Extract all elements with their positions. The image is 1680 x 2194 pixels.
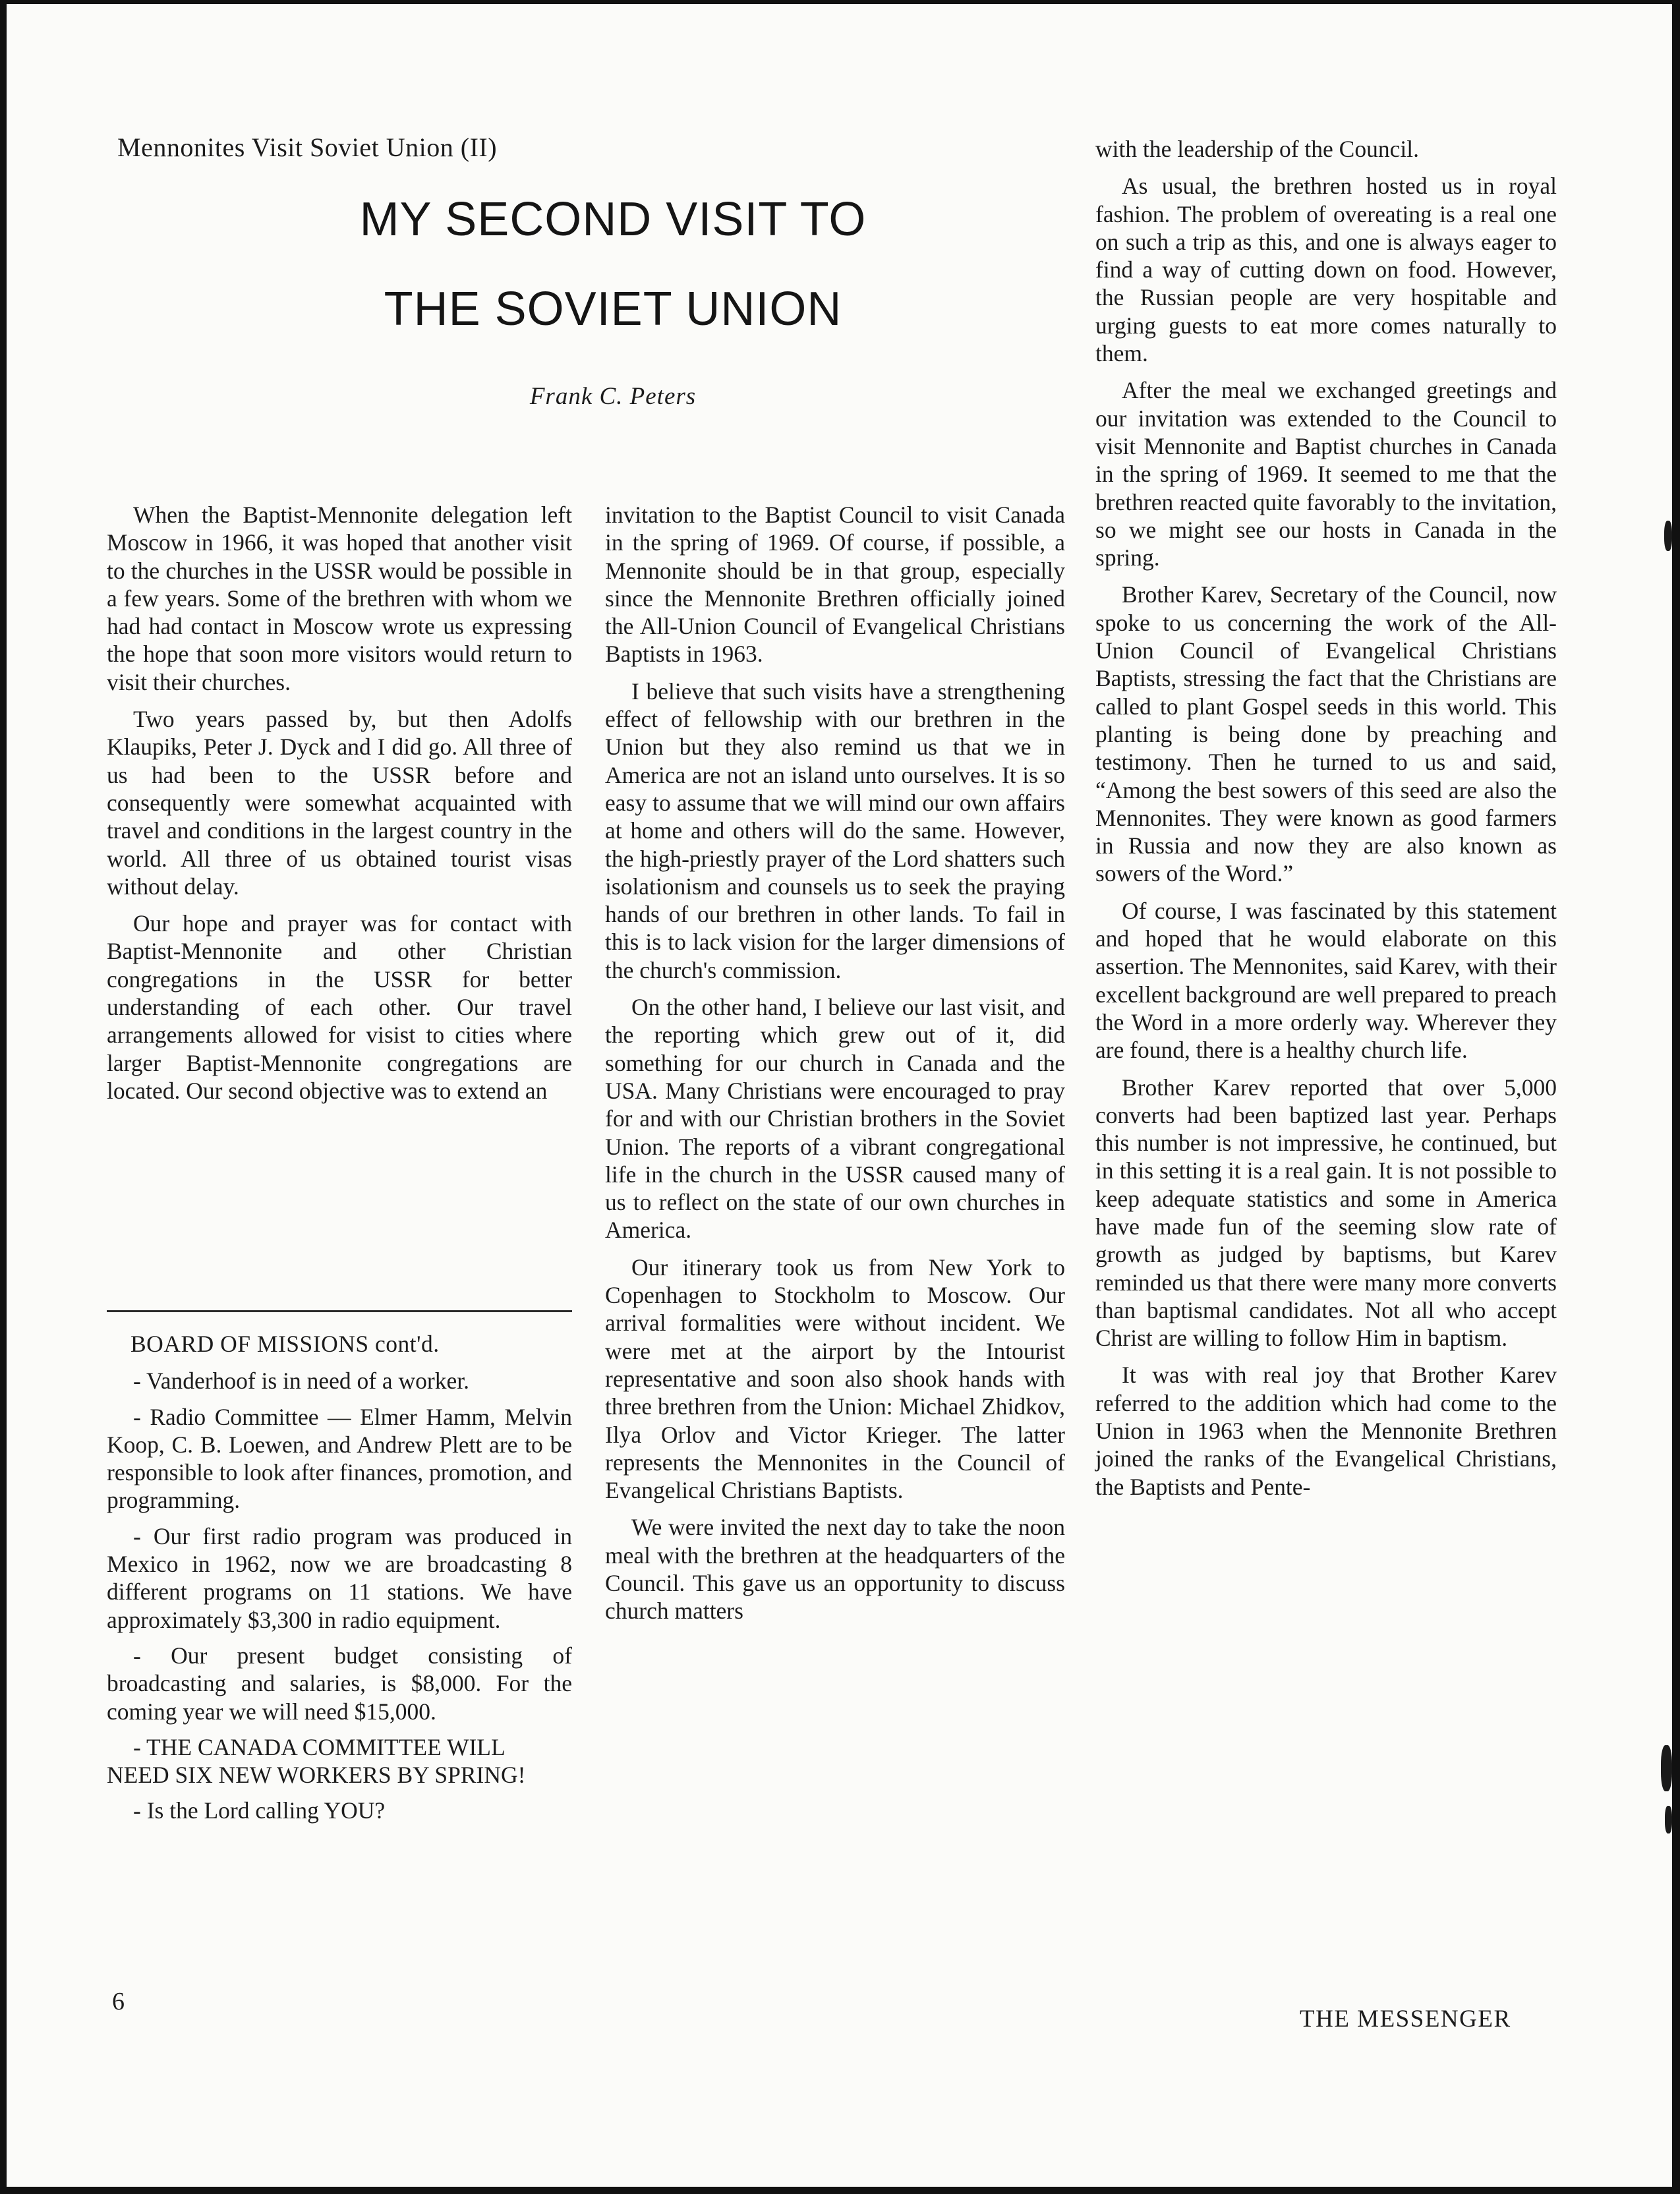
author-byline: Frank C. Peters — [529, 383, 697, 410]
paragraph: When the Baptist-Mennonite delegation left Moscow in 1966, it was hoped that another visit to the churches in the USSR would be possible in a few years. Some of the brethren with whom we had had contact in Moscow wrote us expressing the hope that soon more visitors would return to visit their churches. — [107, 502, 572, 695]
paragraph: On the other hand, I believe our last visit, and the reporting which grew out of it, did something for our church in Canada and the USA. Many Christians were encouraged to pray for and with our Christian brothers in the Soviet Union. The reports of a vibrant congregational life in the church in the USSR caused many of us to reflect on the state of our own churches in America. — [605, 994, 1065, 1244]
board-item: - Vanderhoof is in need of a worker. — [133, 1368, 470, 1395]
article-column-2 — [605, 501, 1065, 1634]
article-column-1 — [107, 501, 572, 1114]
paragraph: with the leadership of the Council. — [1095, 136, 1419, 162]
scan-border-right — [1672, 0, 1680, 2194]
board-item: - Our present budget consisting of broadcasting and salaries, is $8,000. For the coming year we will need $15,000. — [107, 1642, 572, 1725]
article-title-line-2: THE SOVIET UNION — [384, 283, 842, 335]
board-item: - Is the Lord calling YOU? — [133, 1797, 386, 1824]
scan-border-bottom — [0, 2187, 1680, 2194]
paragraph: Brother Karev, Secretary of the Council, now spoke to us concerning the work of the All-Union Council of Evangelical Christians Baptists, stressing the fact that the Christians are called to plant Gospel seeds in this world. This planting is being done by preaching and testimony. Then he turned to us and said, “Among the best sowers of this seed are also the Mennonites. They were known as good farmers in Russia and now they are also known as sowers of the Word.” — [1095, 581, 1557, 887]
board-item: - Our first radio program was produced in Mexico in 1962, now we are broadcasting 8 different programs on 11 stations. We have approximately $3,300 in radio equipment. — [107, 1522, 572, 1633]
paragraph: It was with real joy that Brother Karev referred to the addition which had come to the Union in 1963 when the Mennonite Brethren joined the ranks of the Evangelical Christians, the Baptists and Pente- — [1095, 1362, 1557, 1500]
paragraph: Two years passed by, but then Adolfs Klaupiks, Peter J. Dyck and I did go. All three of us had been to the USSR before and consequently were somewhat acquainted with travel and conditions in the largest country in the world. All three of us obtained tourist visas without delay. — [107, 706, 572, 900]
page-number: 6 — [112, 1988, 125, 2015]
board-heading: BOARD OF MISSIONS cont'd. — [130, 1331, 440, 1357]
paragraph: Of course, I was fascinated by this statement and hoped that he would elaborate on this assertion. The Mennonites, said Karev, with their excellent background are well prepared to preach the Word in a more orderly way. Wherever they are found, there is a healthy church life. — [1095, 897, 1557, 1064]
paragraph: invitation to the Baptist Council to visit Canada in the spring of 1969. Of course, if possible, a Mennonite should be in that group, especially since the Mennonite Brethren officially joined the All-Union Council of Evangelical Christians Baptists in 1963. — [605, 502, 1065, 668]
section-divider — [107, 1310, 572, 1312]
article-column-3 — [1095, 135, 1557, 1510]
paragraph: Brother Karev reported that over 5,000 converts had been baptized last year. Perhaps this number is not impressive, he continued, but in this setting it is a real gain. It is not possible to keep adequate statistics and some in America have made fun of the seeming slow rate of growth as judged by baptisms, but Karev reminded us that there were many more converts than baptismal candidates. Not all who accept Christ are willing to follow Him in baptism. — [1095, 1074, 1557, 1352]
paragraph: I believe that such visits have a strengthening effect of fellowship with our brethren in the Union but they also remind us that we in America are not an island unto ourselves. It is so easy to assume that we will mind our own affairs at home and others will do the same. However, the high-priestly prayer of the Lord shatters such isolationism and counsels us to seek the praying hands of our brethren in other lands. To fail in this is to lack vision for the larger dimensions of the church's commission. — [605, 678, 1065, 983]
scan-artifact — [1664, 521, 1672, 551]
paragraph: We were invited the next day to take the noon meal with the brethren at the headquarters of the Council. This gave us an opportunity to discuss church matters — [605, 1514, 1065, 1625]
board-item: - THE CANADA COMMITTEE WILL NEED SIX NEW WORKERS BY SPRING! — [107, 1733, 526, 1789]
article-title-line-1: MY SECOND VISIT TO — [359, 193, 867, 246]
board-item: - Radio Committee — Elmer Hamm, Melvin Koop, C. B. Loewen, and Andrew Plett are to be responsible to look after finances, promotion, and programming. — [107, 1403, 572, 1514]
publication-name: THE MESSENGER — [1300, 2006, 1511, 2033]
scan-border-left — [0, 0, 7, 2194]
paragraph: Our hope and prayer was for contact with Baptist-Mennonite and other Christian congregations in the USSR for better understanding of each other. Our travel arrangements allowed for visist to cities where larger Baptist-Mennonite congregations are located. Our second objective was to extend an — [107, 910, 572, 1104]
board-of-missions-box — [107, 1330, 572, 1833]
paragraph: As usual, the brethren hosted us in royal fashion. The problem of overeating is a real one on such a trip as this, and one is always eager to find a way of cutting down on food. However, the Russian people are very hospitable and urging guests to eat more comes naturally to them. — [1095, 173, 1557, 367]
paragraph: Our itinerary took us from New York to Copenhagen to Stockholm to Moscow. Our arrival formalities were without incident. We were met at the airport by the Intourist representative and soon also shook hands with three brethren from the Union: Michael Zhidkov, Ilya Orlov and Victor Krieger. The latter represents the Mennonites in the Council of Evangelical Christians Baptists. — [605, 1254, 1065, 1504]
paragraph: After the meal we exchanged greetings and our invitation was extended to the Council to visit Mennonite and Baptist churches in Canada in the spring of 1969. It seemed to me that the brethren reacted quite favorably to the invitation, so we might see our hosts in Canada in the spring. — [1095, 377, 1557, 571]
series-kicker: Mennonites Visit Soviet Union (II) — [117, 132, 498, 162]
scan-border-top — [0, 0, 1680, 4]
scan-artifact — [1661, 1745, 1672, 1791]
scan-artifact — [1665, 1806, 1672, 1833]
